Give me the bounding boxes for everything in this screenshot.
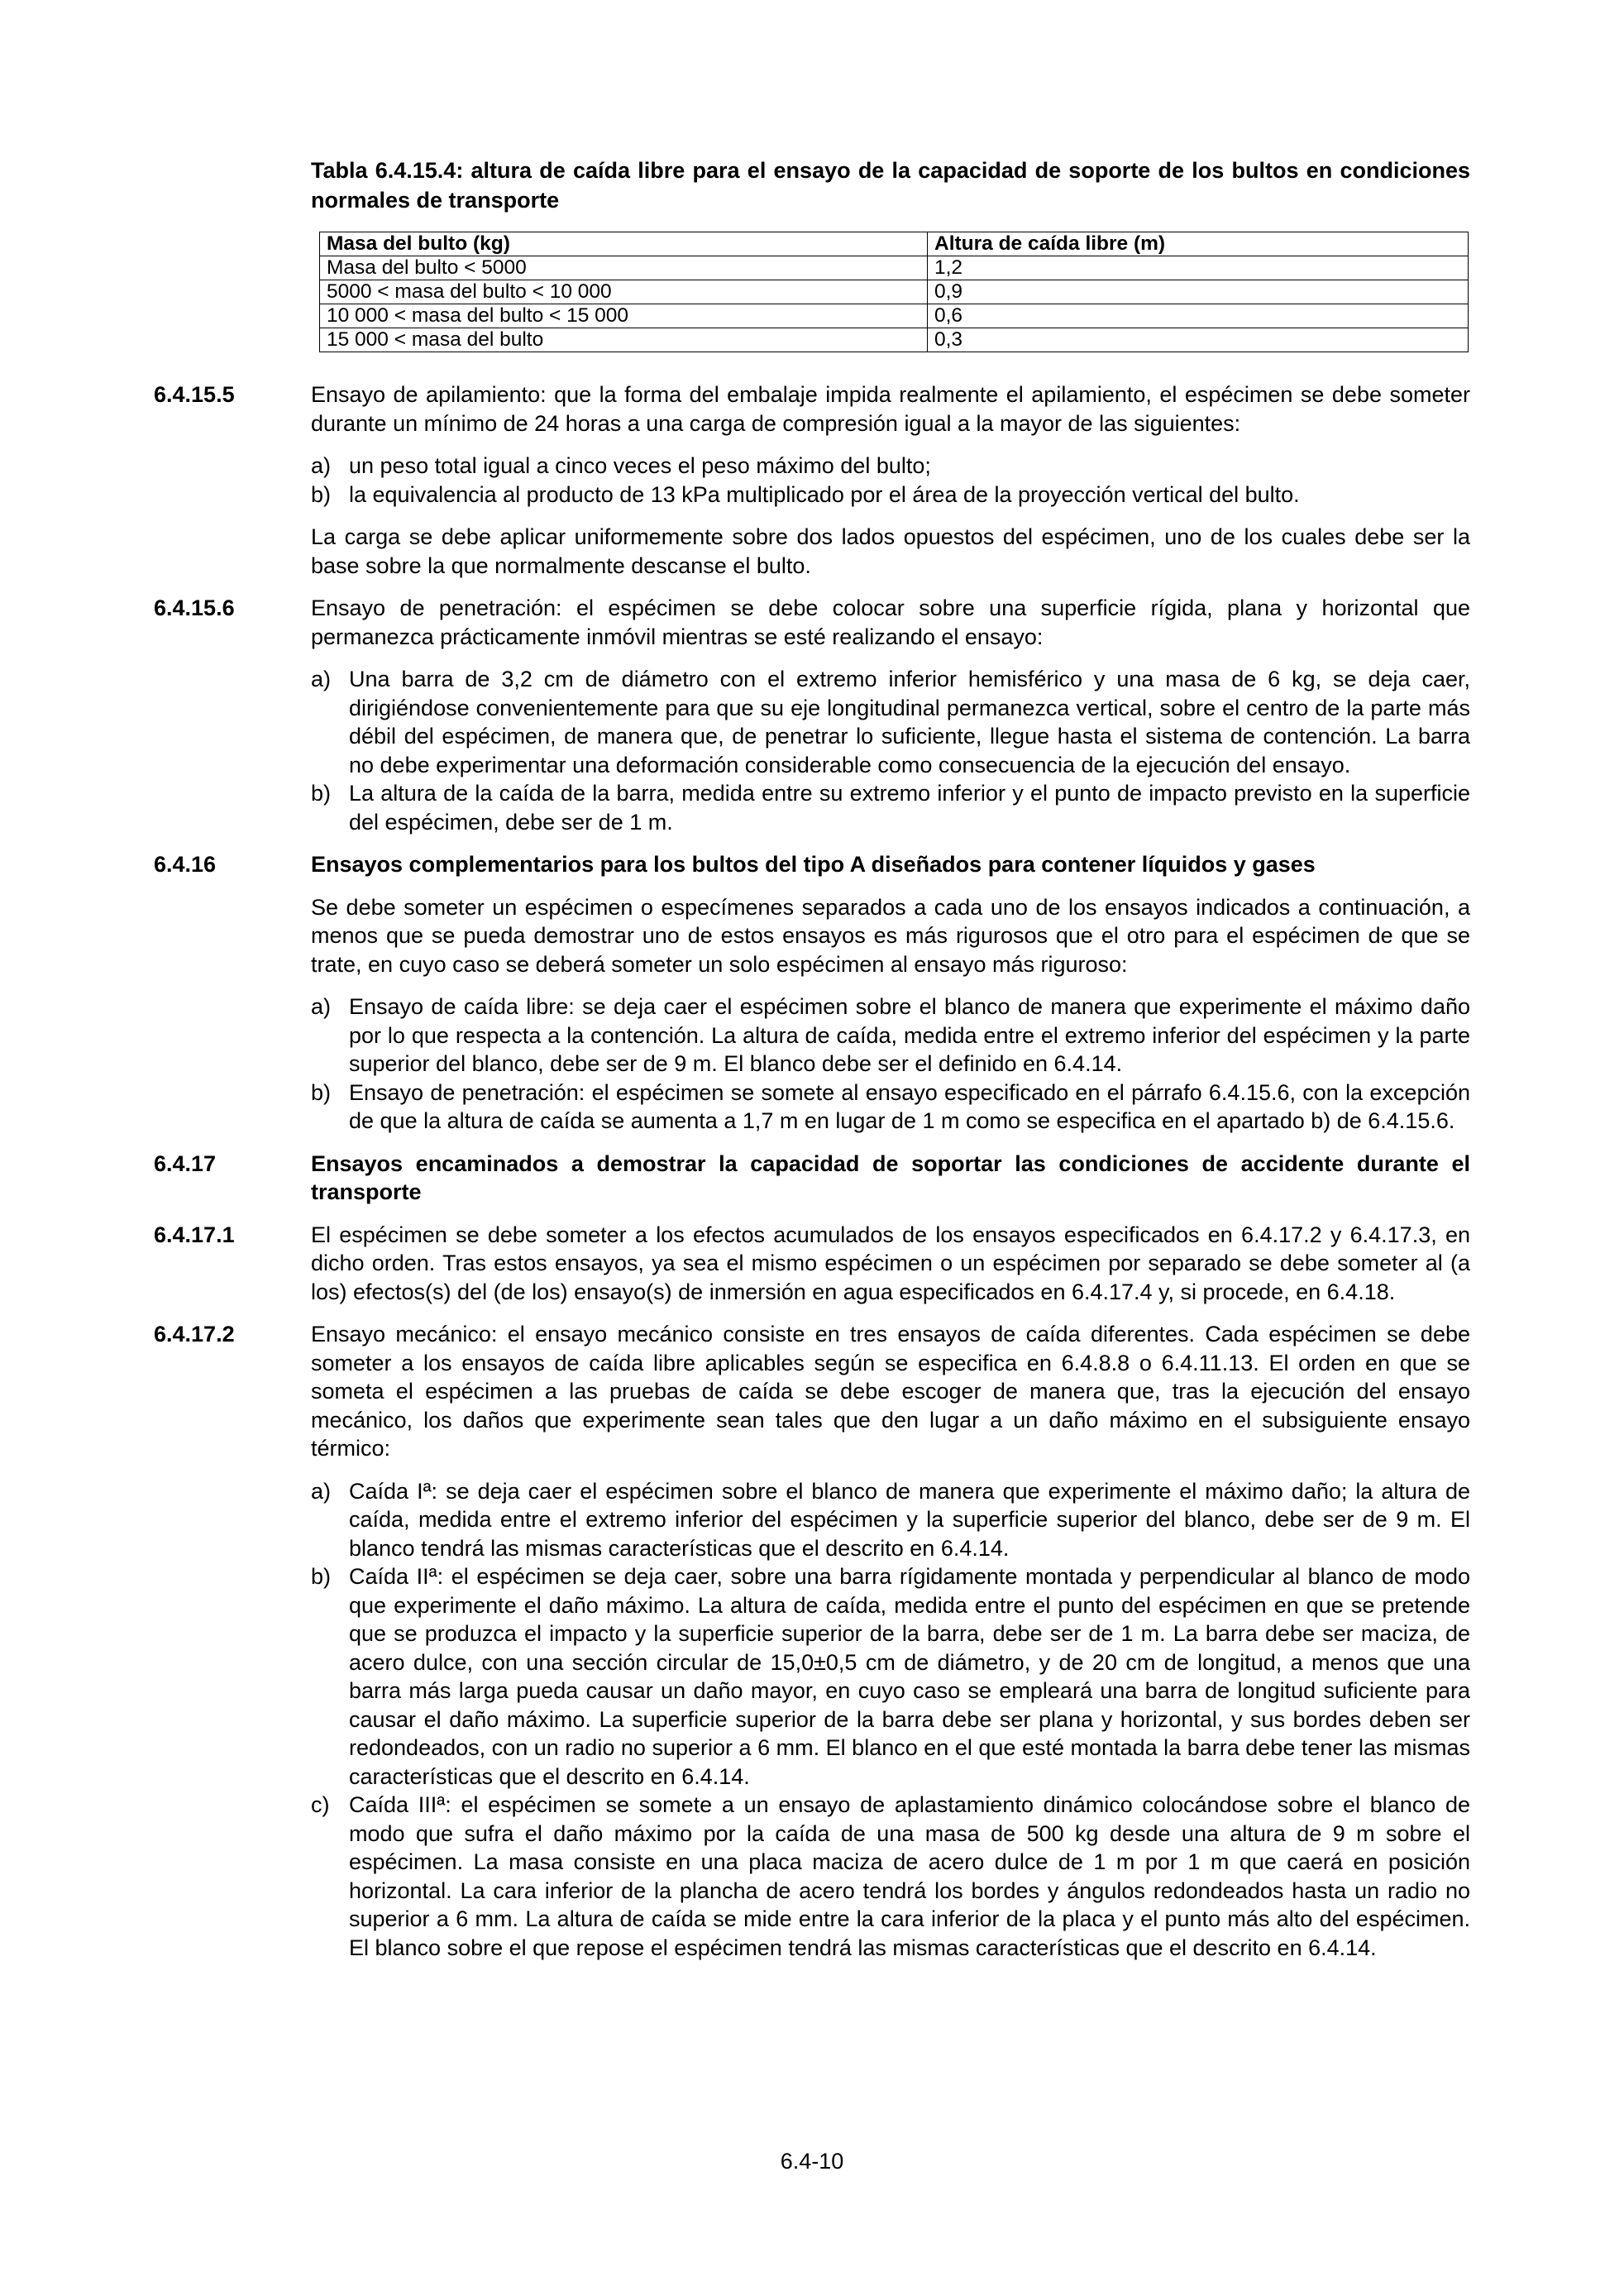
list-text: Una barra de 3,2 cm de diámetro con el extremo inferior hemisférico y una masa de 6 kg, se deja caer, dirigiéndose convenientemente para que su eje longitudinal permanezca vertical, sobre el centro de la parte más débil del espécimen, de manera que, de penetrar lo suficiente, llegue hasta el sistema de contención. La barra no debe experimentar una deformación considerable como consecuencia de la ejecución del ensayo. — [349, 667, 1470, 777]
page-number: 6.4-10 — [780, 2149, 844, 2174]
list-label: a) — [311, 994, 332, 1019]
list-text: un peso total igual a cinco veces el peso máximo del bulto; — [349, 453, 931, 478]
section-number: 6.4.17.1 — [154, 1222, 235, 1247]
list-label: b) — [311, 1564, 332, 1589]
list-item — [311, 1791, 1470, 1962]
section-title: Ensayos complementarios para los bultos del tipo A diseñados para contener líquidos y gases — [311, 852, 1316, 877]
table-cell: 10 000 < masa del bulto < 15 000 — [320, 304, 928, 328]
table-cell: 5000 < masa del bulto < 10 000 — [320, 280, 928, 304]
table-row — [320, 256, 1469, 280]
list-item — [311, 665, 1470, 779]
section-6-4-17-2 — [154, 1320, 1470, 1962]
column-header: Altura de caída libre (m) — [928, 232, 1469, 256]
table-cell: Masa del bulto < 5000 — [320, 256, 928, 280]
list-text: la equivalencia al producto de 13 kPa multiplicado por el área de la proyección vertical del bulto. — [349, 481, 1300, 507]
list-item — [311, 779, 1470, 836]
column-header: Masa del bulto (kg) — [320, 232, 928, 256]
section-number: 6.4.16 — [154, 852, 217, 877]
section-6-4-17 — [154, 1150, 1470, 1207]
list-label: c) — [311, 1792, 330, 1817]
list-label: a) — [311, 1478, 332, 1504]
table-row — [320, 328, 1469, 352]
list-label: b) — [311, 481, 332, 507]
list-label: b) — [311, 1079, 332, 1105]
table-cell: 0,9 — [928, 280, 1469, 304]
list-text: La altura de la caída de la barra, medida entre su extremo inferior y el punto de impacto previsto en la superficie del espécimen, debe ser de 1 m. — [349, 781, 1470, 835]
paragraph: Ensayo de penetración: el espécimen se debe colocar sobre una superficie rígida, plana y horizontal que permanezca prácticamente inmóvil mientras se esté realizando el ensayo: — [311, 596, 1470, 649]
paragraph: Ensayo de apilamiento: que la forma del embalaje impida realmente el apilamiento, el espécimen se debe someter durante un mínimo de 24 horas a una carga de compresión igual a la mayor de las siguientes: — [311, 382, 1470, 436]
section-6-4-17-1 — [154, 1221, 1470, 1307]
table-header-row — [320, 232, 1469, 256]
list — [311, 1477, 1470, 1963]
paragraph: El espécimen se debe someter a los efectos acumulados de los ensayos especificados en 6.4.17.2 y 6.4.17.3, en dicho orden. Tras estos ensayos, ya sea el mismo espécimen o un espécimen por separado se debe someter al (a los) efectos(s) del (de los) ensayo(s) de inmersión en agua especificados en 6.4.17.4 y, si procede, en 6.4.18. — [311, 1222, 1470, 1304]
section-6-4-15-6 — [154, 594, 1470, 836]
paragraph: Ensayo mecánico: el ensayo mecánico consiste en tres ensayos de caída diferentes. Cada espécimen se debe someter a los ensayos de caída libre aplicables según se especifica en 6.4.8.8 o 6.4.11.13. El orden en que se someta el espécimen a las pruebas de caída se debe escoger de manera que, tras la ejecución del ensayo mecánico, los daños que experimente sean tales que den lugar a un daño máximo en el subsiguiente ensayo térmico: — [311, 1322, 1470, 1461]
section-number: 6.4.15.6 — [154, 596, 235, 620]
list-item — [311, 1477, 1470, 1563]
section-6-4-15-5 — [154, 380, 1470, 580]
table-row — [320, 304, 1469, 328]
list-text: Caída IIIª: el espécimen se somete a un ensayo de aplastamiento dinámico colocándose sobre el blanco de modo que sufra el daño máximo por la caída de una masa de 500 kg desde una altura de 9 m sobre el espécimen. La masa consiste en una placa maciza de acero dulce de 1 m por 1 m que caerá en posición horizontal. La cara inferior de la plancha de acero tendrá los bordes y ángulos redondeados hasta un radio no superior a 6 mm. La altura de caída se mide entre la cara inferior de la placa y el punto más alto del espécimen. El blanco sobre el que repose el espécimen tendrá las mismas características que el descrito en 6.4.14. — [349, 1792, 1470, 1960]
list-text: Caída Iª: se deja caer el espécimen sobre el blanco de manera que experimente el máximo daño; la altura de caída, medida entre el extremo inferior del espécimen y la superficie superior del blanco, debe ser de 9 m. El blanco tendrá las mismas características que el descrito en 6.4.14. — [349, 1478, 1470, 1561]
paragraph: Se debe someter un espécimen o especímenes separados a cada uno de los ensayos indicados a continuación, a menos que se pueda demostrar uno de estos ensayos es más rigurosos que el otro para el espécimen de que se trate, en cuyo caso se deberá someter un solo espécimen al ensayo más riguroso: — [311, 894, 1470, 977]
list-text: Caída IIª: el espécimen se deja caer, sobre una barra rígidamente montada y perpendicular al blanco de modo que experimente el daño máximo. La altura de caída, medida entre el punto del espécimen en que se pretende que se produzca el impacto y la superficie superior de la barra, debe ser de 1 m. La barra debe ser maciza, de acero dulce, con una sección circular de 15,0±0,5 cm de diámetro, y de 20 cm de longitud, a menos que una barra más larga pueda causar un daño mayor, en cuyo caso se empleará una barra de longitud suficiente para causar el daño máximo. La superficie superior de la barra debe ser plana y horizontal, y sus bordes deben ser redondeados, con un radio no superior a 6 mm. El blanco en el que esté montada la barra debe tener las mismas características que el descrito en 6.4.14. — [349, 1564, 1470, 1789]
list-label: a) — [311, 453, 332, 478]
list-label: b) — [311, 781, 332, 806]
table-cell: 0,3 — [928, 328, 1469, 352]
list — [311, 665, 1470, 836]
paragraph: La carga se debe aplicar uniformemente sobre dos lados opuestos del espécimen, uno de los cuales debe ser la base sobre la que normalmente descanse el bulto. — [311, 524, 1470, 578]
section-number: 6.4.17.2 — [154, 1322, 235, 1347]
section-number: 6.4.17 — [154, 1150, 217, 1176]
document-page — [154, 155, 1470, 1962]
table-cell: 1,2 — [928, 256, 1469, 280]
list-item — [311, 1079, 1470, 1136]
list — [311, 452, 1470, 509]
table-cell: 15 000 < masa del bulto — [320, 328, 928, 352]
table-row — [320, 280, 1469, 304]
list — [311, 993, 1470, 1136]
table-cell: 0,6 — [928, 304, 1469, 328]
table-caption: Tabla 6.4.15.4: altura de caída libre para el ensayo de la capacidad de soporte de los bultos en condiciones normales de transporte — [311, 158, 1470, 213]
list-text: Ensayo de penetración: el espécimen se somete al ensayo especificado en el párrafo 6.4.15.6, con la excepción de que la altura de caída se aumenta a 1,7 m en lugar de 1 m como se especifica en el apartado b) de 6.4.15.6. — [349, 1079, 1470, 1133]
list-item — [311, 1562, 1470, 1791]
list-item — [311, 481, 1470, 509]
section-number: 6.4.15.5 — [154, 382, 235, 407]
section-6-4-16 — [154, 850, 1470, 1136]
list-text: Ensayo de caída libre: se deja caer el espécimen sobre el blanco de manera que experimente el máximo daño por lo que respecta a la contención. La altura de caída, medida entre el extremo inferior del espécimen y la parte superior del blanco, debe ser de 9 m. El blanco debe ser el definido en 6.4.14. — [349, 994, 1470, 1076]
list-label: a) — [311, 667, 332, 691]
drop-height-table — [319, 232, 1469, 352]
section-title: Ensayos encaminados a demostrar la capacidad de soportar las condiciones de accidente durante el transporte — [311, 1150, 1470, 1204]
list-item — [311, 993, 1470, 1079]
list-item — [311, 452, 1470, 481]
